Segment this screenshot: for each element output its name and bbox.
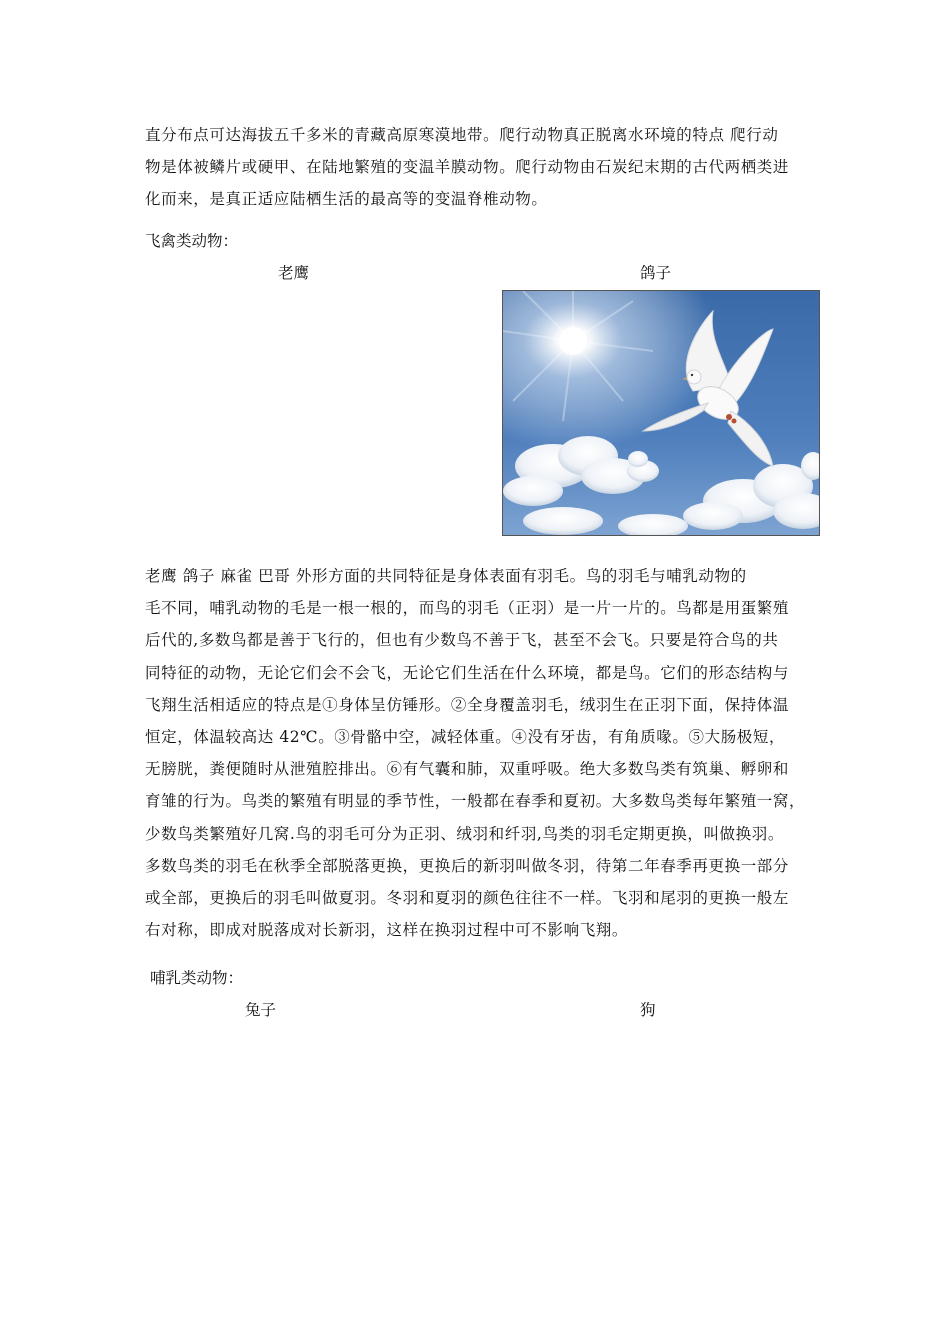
text-line: 少数鸟类繁殖好几窝.鸟的羽毛可分为正羽、绒羽和纤羽,鸟类的羽毛定期更换，叫做换羽。 bbox=[145, 824, 784, 843]
text-line: 同特征的动物，无论它们会不会飞，无论它们生活在什么环境，都是鸟。它们的形态结构与 bbox=[145, 663, 790, 682]
text-line: 多数鸟类的羽毛在秋季全部脱落更换，更换后的新羽叫做冬羽，待第二年春季再更换一部分 bbox=[145, 856, 790, 875]
text-line: 物是体被鳞片或硬甲、在陆地繁殖的变温羊膜动物。爬行动物由石炭纪末期的古代两栖类进 bbox=[145, 158, 790, 177]
text-line: 老鹰 鸽子 麻雀 巴哥 外形方面的共同特征是身体表面有羽毛。鸟的羽毛与哺乳动物的 bbox=[145, 567, 747, 585]
text-line: 毛不同，哺乳动物的毛是一根一根的，而鸟的羽毛（正羽）是一片一片的。鸟都是用蛋繁殖 bbox=[145, 599, 790, 618]
pigeon-photo bbox=[502, 290, 820, 536]
text-line: 后代的,多数鸟都是善于飞行的，但也有少数鸟不善于飞，甚至不会飞。只要是符合鸟的共 bbox=[145, 631, 779, 650]
eagle-caption: 老鹰 bbox=[278, 264, 310, 282]
text-line: 无膀胱，粪便随时从泄殖腔排出。⑥有气囊和肺，双重呼吸。绝大多数鸟类有筑巢、孵卵和 bbox=[145, 760, 790, 779]
dog-caption: 狗 bbox=[640, 1001, 656, 1019]
text-line: 飞翔生活相适应的特点是①身体呈仿锤形。②全身覆盖羽毛，绒羽生在正羽下面，保持体温 bbox=[145, 695, 790, 714]
birds-paragraph bbox=[145, 560, 810, 946]
text-line: 育雏的行为。鸟类的繁殖有明显的季节性，一般都在春季和夏初。大多数鸟类每年繁殖一窝， bbox=[145, 792, 806, 811]
pigeon-caption: 鸽子 bbox=[640, 264, 672, 282]
rabbit-caption: 兔子 bbox=[245, 1001, 277, 1019]
text-line: 直分布点可达海拔五千多米的青藏高原寒漠地带。爬行动物真正脱离水环境的特点 爬行动 bbox=[145, 126, 779, 144]
birds-heading: 飞禽类动物： bbox=[145, 232, 239, 250]
text-line: 或全部，更换后的羽毛叫做夏羽。冬羽和夏羽的颜色往往不一样。飞羽和尾羽的更换一般左 bbox=[145, 889, 790, 908]
text-line: 右对称，即成对脱落成对长新羽，这样在换羽过程中可不影响飞翔。 bbox=[145, 921, 629, 940]
text-line: 化而来，是真正适应陆栖生活的最高等的变温脊椎动物。 bbox=[145, 190, 548, 209]
reptile-paragraph bbox=[145, 119, 810, 216]
mammals-heading: 哺乳类动物： bbox=[150, 969, 244, 987]
text-line: 恒定，体温较高达 42℃。③骨骼中空，减轻体重。④没有牙齿，有角质喙。⑤大肠极短， bbox=[145, 728, 786, 747]
